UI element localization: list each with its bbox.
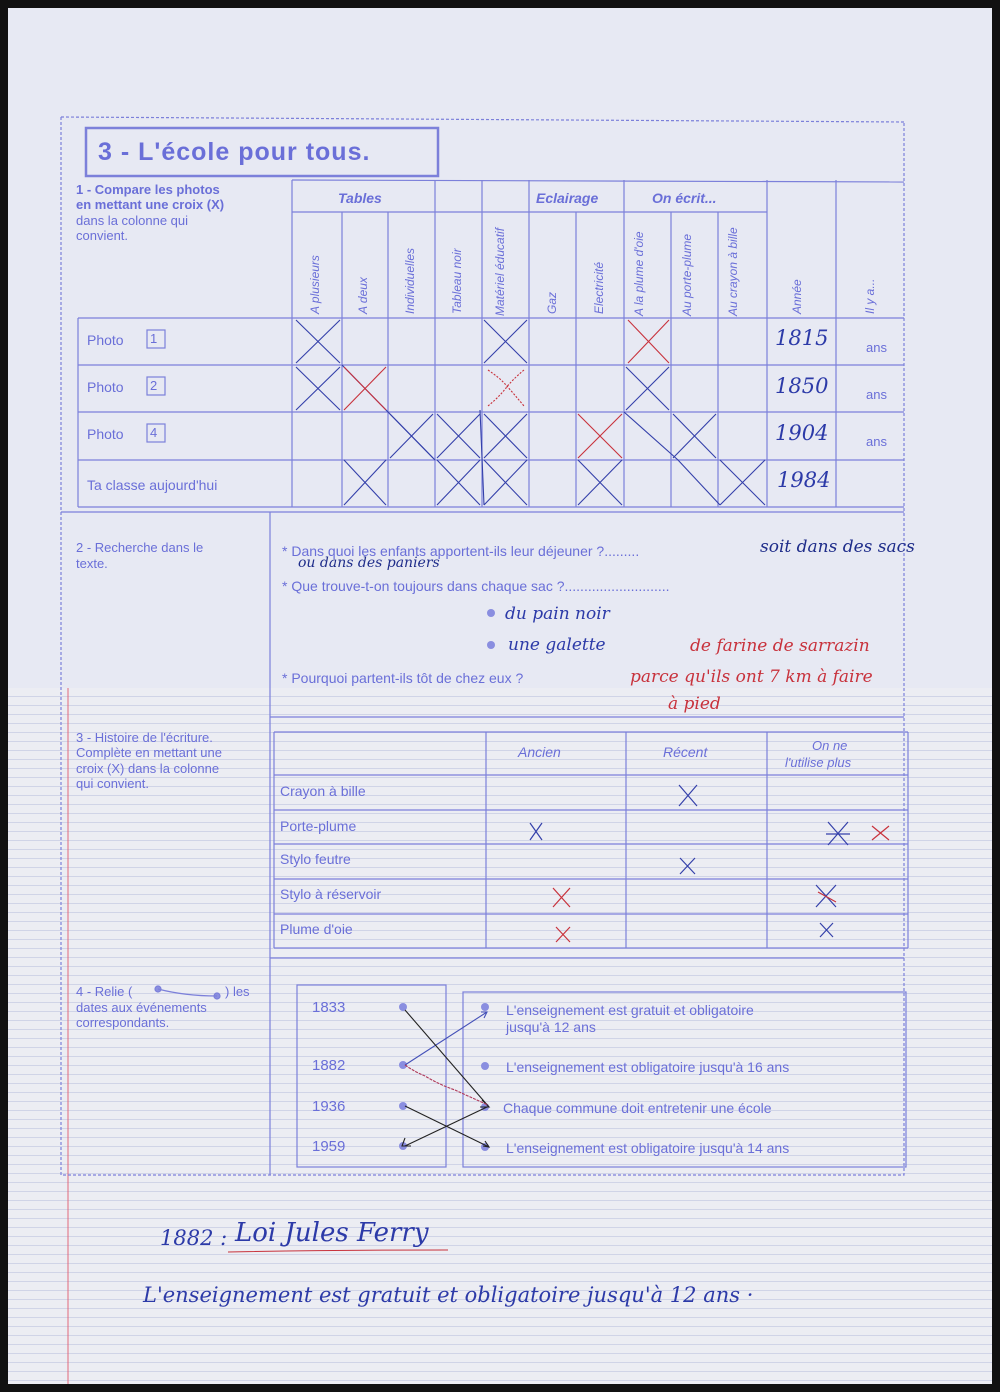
answer-galette: une galette: [508, 635, 606, 655]
date-1936: 1936: [312, 1098, 346, 1115]
section3-instruction-line4: qui convient.: [76, 776, 149, 791]
answer-farine-sarrazin: de farine de sarrazin: [690, 636, 870, 656]
event-commune: Chaque commune doit entretenir une école: [503, 1100, 772, 1116]
col-header-individuelles: Individuelles: [403, 247, 417, 314]
section4-instruction-line3: correspondants.: [76, 1015, 170, 1030]
question-dejeuner: * Dans quoi les enfants apportent-ils leur déjeuner ?.........: [282, 543, 640, 559]
row-number-4: 4: [150, 425, 158, 440]
question-partent: * Pourquoi partent-ils tôt de chez eux ?: [282, 670, 524, 686]
col-header-gaz: Gaz: [545, 291, 559, 314]
year-ta-classe: 1984: [777, 468, 831, 492]
answer-sacs: soit dans des sacs: [760, 537, 915, 557]
year-photo-1: 1815: [775, 326, 829, 350]
event-gratuit-line1: L'enseignement est gratuit et obligatoire: [506, 1002, 754, 1018]
section3-instruction-line3: croix (X) dans la colonne: [76, 761, 220, 776]
section4-instruction-part1: 4 - Relie (: [76, 984, 133, 999]
date-1833: 1833: [312, 999, 346, 1016]
section1-instruction-line2: en mettant une croix (X): [76, 197, 225, 212]
row-label-ta-classe: Ta classe aujourd'hui: [87, 477, 218, 493]
row-crayon-bille: Crayon à bille: [280, 783, 366, 799]
question-sac: * Que trouve-t-on toujours dans chaque sac ?...........................: [282, 578, 670, 594]
row-porte-plume: Porte-plume: [280, 818, 357, 834]
col-header-il-y-a: Il y a...: [863, 278, 877, 314]
unit-ans-3: ans: [866, 434, 887, 449]
event-16-ans: L'enseignement est obligatoire jusqu'à 16 ans: [506, 1059, 790, 1075]
col-header-annee: Année: [790, 279, 804, 314]
row-stylo-feutre: Stylo feutre: [280, 851, 351, 867]
group-header-on-ecrit: On écrit...: [652, 190, 717, 206]
row-label-photo-4: Photo: [87, 426, 124, 442]
section4-instruction-line2: dates aux événements: [76, 1000, 207, 1015]
answer-7-km: parce qu'ils ont 7 km à faire: [630, 667, 873, 687]
row-stylo-reservoir: Stylo à réservoir: [280, 886, 382, 902]
col-header-materiel-educatif: Matériel éducatif: [493, 227, 507, 316]
date-1959: 1959: [312, 1138, 346, 1155]
header-utilise-plus: l'utilise plus: [785, 755, 852, 770]
date-1882: 1882: [312, 1057, 346, 1074]
section3-instruction-line2: Complète en mettant une: [76, 745, 222, 760]
col-header-a-deux: A deux: [356, 277, 370, 314]
section2-instruction-line1: 2 - Recherche dans le: [76, 540, 204, 555]
page-title: 3 - L'école pour tous.: [98, 138, 371, 166]
section1-instruction-line1: 1 - Compare les photos: [76, 182, 220, 197]
answer-pain-noir: du pain noir: [505, 604, 610, 624]
header-on-ne: On ne: [812, 738, 848, 753]
answer-paniers: ou dans des paniers: [298, 555, 440, 571]
section4-instruction-part2: ) les: [225, 984, 250, 999]
unit-ans-1: ans: [866, 340, 887, 355]
section2-instruction-line2: texte.: [76, 556, 108, 571]
col-header-a-plusieurs: A plusieurs: [308, 255, 322, 314]
year-photo-2: 1850: [775, 374, 829, 398]
group-header-eclairage: Eclairage: [536, 190, 599, 206]
col-header-electricite: Electricité: [592, 261, 606, 314]
header-ancien: Ancien: [518, 744, 561, 760]
row-plume-oie: Plume d'oie: [280, 921, 353, 937]
section1-instruction-line4: convient.: [76, 228, 129, 243]
row-label-photo-1: Photo: [87, 332, 124, 348]
col-header-porte-plume: Au porte-plume: [680, 233, 694, 316]
unit-ans-2: ans: [866, 387, 887, 402]
header-recent: Récent: [663, 744, 708, 760]
event-gratuit-line2: jusqu'à 12 ans: [506, 1019, 596, 1035]
section3-instruction-line1: 3 - Histoire de l'écriture.: [76, 730, 213, 745]
answer-a-pied: à pied: [668, 694, 721, 714]
row-number-1: 1: [150, 331, 158, 346]
footer-year: 1882 :: [160, 1226, 228, 1250]
row-number-2: 2: [150, 378, 158, 393]
row-label-photo-2: Photo: [87, 379, 124, 395]
section1-instruction-line3: dans la colonne qui: [76, 213, 189, 228]
event-14-ans: L'enseignement est obligatoire jusqu'à 14 ans: [506, 1140, 790, 1156]
group-header-tables: Tables: [338, 190, 382, 206]
year-photo-4: 1904: [775, 421, 829, 445]
footer-title: Loi Jules Ferry: [235, 1218, 429, 1248]
col-header-tableau-noir: Tableau noir: [450, 248, 464, 314]
col-header-plume-oie: A la plume d'oie: [632, 231, 646, 316]
col-header-crayon-bille: Au crayon à bille: [726, 227, 740, 316]
footer-sentence: L'enseignement est gratuit et obligatoire jusqu'à 12 ans ·: [143, 1283, 754, 1307]
